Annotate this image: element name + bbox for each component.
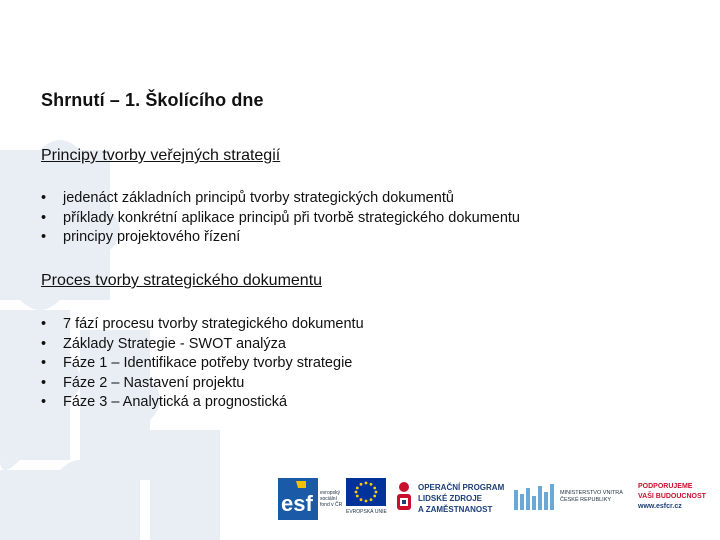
list-item: • Fáze 1 – Identifikace potřeby tvorby strategie — [41, 354, 364, 374]
slogan-url: www.esfcr.cz — [638, 503, 682, 510]
op-line: LIDSKÉ ZDROJE — [418, 494, 483, 503]
ministry-line: MINISTERSTVO VNITRA — [560, 490, 623, 496]
esf-caption-line: fond v ČR — [320, 502, 343, 508]
op-line: A ZAMĚSTNANOST — [418, 505, 493, 514]
list-item: • principy projektového řízení — [41, 228, 520, 248]
list-item: • příklady konkrétní aplikace principů při tvorbě strategického dokumentu — [41, 209, 520, 229]
svg-text:esf: esf — [281, 491, 313, 516]
op-line: OPERAČNÍ PROGRAM — [418, 483, 505, 492]
slogan-line: VAŠI BUDOUCNOST — [638, 493, 706, 500]
list-item: • 7 fází procesu tvorby strategického dokumentu — [41, 315, 364, 335]
ministry-logo — [514, 478, 632, 520]
list-item: • Fáze 2 – Nastavení projektu — [41, 374, 364, 394]
person-icon — [394, 480, 414, 516]
section-heading-principles: Principy tvorby veřejných strategií — [41, 147, 281, 164]
page-title: Shrnutí – 1. Školícího dne — [41, 90, 264, 110]
eu-caption: EVROPSKÁ UNIE — [346, 509, 387, 515]
ministry-mark-icon — [514, 480, 556, 516]
eu-logo — [346, 478, 387, 515]
list-item: • Základy Strategie - SWOT analýza — [41, 335, 364, 355]
esf-caption-line: sociální — [320, 496, 337, 502]
op-lz-logo — [394, 478, 512, 520]
ministry-line: ČESKÉ REPUBLIKY — [560, 497, 612, 503]
esf-caption-line: evropský — [320, 490, 341, 496]
process-list — [41, 315, 364, 413]
support-slogan — [638, 478, 720, 520]
eu-flag-icon — [346, 478, 386, 506]
slogan-line: PODPORUJEME — [638, 483, 693, 490]
list-item: • Fáze 3 – Analytická a prognostická — [41, 393, 364, 413]
esf-logo-icon — [278, 478, 318, 520]
section-heading-process: Proces tvorby strategického dokumentu — [41, 272, 323, 289]
list-item: • jedenáct základních principů tvorby strategických dokumentů — [41, 189, 520, 209]
principles-list — [41, 189, 520, 248]
